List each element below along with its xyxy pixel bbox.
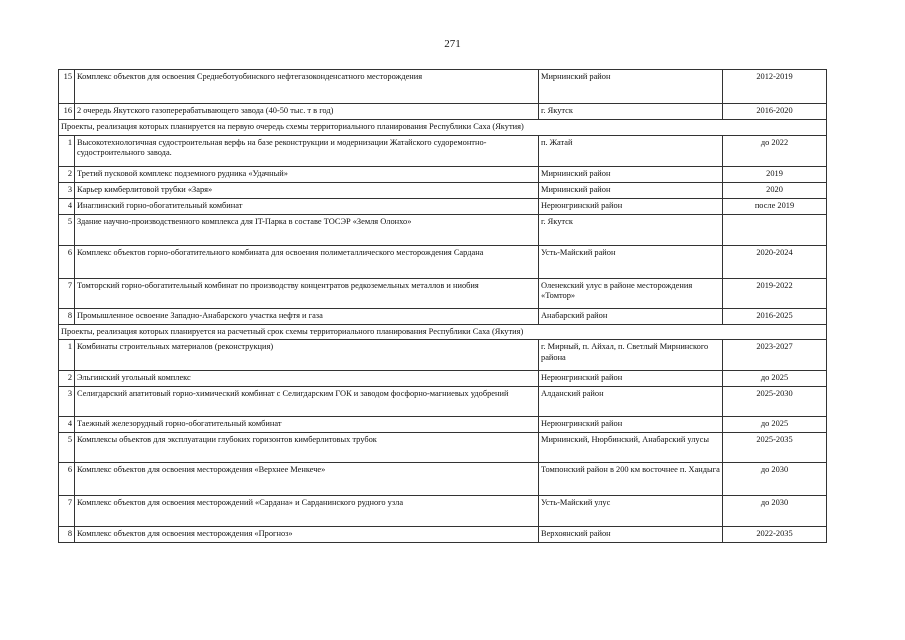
table-row	[59, 214, 827, 245]
project-location: Нерюнгринский район	[539, 371, 723, 387]
row-number: 6	[59, 463, 75, 496]
project-period: после 2019	[723, 198, 827, 214]
table-row	[59, 463, 827, 496]
project-name: Комплекс объектов для освоения месторождения «Верхнее Менкече»	[75, 463, 539, 496]
project-location: Анабарский район	[539, 308, 723, 324]
table-row	[59, 245, 827, 278]
table-row	[59, 198, 827, 214]
table-row	[59, 387, 827, 417]
project-location: г. Якутск	[539, 104, 723, 120]
section-header-row	[59, 120, 827, 136]
project-location: Усть-Майский улус	[539, 496, 723, 527]
table-row	[59, 308, 827, 324]
row-number: 2	[59, 371, 75, 387]
project-location: Мирнинский район	[539, 182, 723, 198]
project-location: г. Мирный, п. Айхал, п. Светлый Мирнинского района	[539, 340, 723, 371]
project-location: Томпонский район в 200 км восточнее п. Хандыга	[539, 463, 723, 496]
table-row	[59, 166, 827, 182]
project-period: до 2022	[723, 135, 827, 166]
projects-table-body	[59, 70, 827, 543]
project-period: 2012-2019	[723, 70, 827, 104]
section-header-text: Проекты, реализация которых планируется на расчетный срок схемы территориального планирования Республики Саха (Якутия)	[59, 324, 827, 340]
section-header-text: Проекты, реализация которых планируется на первую очередь схемы территориального планирования Республики Саха (Якутия)	[59, 120, 827, 136]
project-period: 2016-2020	[723, 104, 827, 120]
project-period: 2023-2027	[723, 340, 827, 371]
row-number: 8	[59, 308, 75, 324]
project-name: Инаглинский горно-обогатительный комбинат	[75, 198, 539, 214]
row-number: 8	[59, 527, 75, 543]
project-name: Эльгинский угольный комплекс	[75, 371, 539, 387]
row-number: 15	[59, 70, 75, 104]
project-name: Комплекс объектов для освоения Среднеботуобинского нефтегазоконденсатного месторождения	[75, 70, 539, 104]
project-name: Карьер кимберлитовой трубки «Заря»	[75, 182, 539, 198]
project-name: Комплексы объектов для эксплуатации глубоких горизонтов кимберлитовых трубок	[75, 433, 539, 463]
project-location: Нерюнгринский район	[539, 417, 723, 433]
project-name: Томторский горно-обогатительный комбинат по производству концентратов редкоземельных металлов и ниобия	[75, 278, 539, 308]
project-period: до 2030	[723, 463, 827, 496]
project-period: 2025-2035	[723, 433, 827, 463]
project-location: Оленекский улус в районе месторождения «Томтор»	[539, 278, 723, 308]
row-number: 4	[59, 417, 75, 433]
row-number: 4	[59, 198, 75, 214]
row-number: 5	[59, 433, 75, 463]
table-row	[59, 104, 827, 120]
project-location: Верхоянский район	[539, 527, 723, 543]
project-name: Таежный железорудный горно-обогатительный комбинат	[75, 417, 539, 433]
project-name: Здание научно-производственного комплекса для IT-Парка в составе ТОСЭР «Земля Олонхо»	[75, 214, 539, 245]
project-name: Промышленное освоение Западно-Анабарского участка нефтя и газа	[75, 308, 539, 324]
projects-table	[58, 69, 827, 543]
project-location: г. Якутск	[539, 214, 723, 245]
section-header-row	[59, 324, 827, 340]
project-period: 2016-2025	[723, 308, 827, 324]
table-row	[59, 70, 827, 104]
row-number: 7	[59, 496, 75, 527]
project-location: п. Жатай	[539, 135, 723, 166]
row-number: 7	[59, 278, 75, 308]
project-name: Селигдарский апатитовый горно-химический комбинат с Селигдарским ГОК и заводом фосфорно-магниевых удобрений	[75, 387, 539, 417]
row-number: 1	[59, 340, 75, 371]
project-name: Комплекс объектов для освоения месторождений «Сардана» и Сарданинского рудного узла	[75, 496, 539, 527]
table-row	[59, 417, 827, 433]
row-number: 1	[59, 135, 75, 166]
page-number: 271	[444, 38, 461, 50]
row-number: 3	[59, 182, 75, 198]
project-name: Высокотехнологичная судостроительная верфь на базе реконструкции и модернизации Жатайского судоремонтно-судостроительного завода.	[75, 135, 539, 166]
project-period: 2022-2035	[723, 527, 827, 543]
project-period	[723, 214, 827, 245]
row-number: 6	[59, 245, 75, 278]
project-location: Усть-Майский район	[539, 245, 723, 278]
table-row	[59, 182, 827, 198]
table-row	[59, 433, 827, 463]
row-number: 5	[59, 214, 75, 245]
table-row	[59, 527, 827, 543]
project-name: 2 очередь Якутского газоперерабатывающего завода (40-50 тыс. т в год)	[75, 104, 539, 120]
project-location: Мирнинский район	[539, 70, 723, 104]
project-location: Мирнинский, Нюрбинский, Анабарский улусы	[539, 433, 723, 463]
project-period: до 2025	[723, 371, 827, 387]
row-number: 2	[59, 166, 75, 182]
project-period: 2025-2030	[723, 387, 827, 417]
project-location: Алданский район	[539, 387, 723, 417]
row-number: 3	[59, 387, 75, 417]
project-period: до 2030	[723, 496, 827, 527]
table-row	[59, 496, 827, 527]
project-location: Мирнинский район	[539, 166, 723, 182]
project-name: Комплекс объектов горно-обогатительного комбината для освоения полиметаллического месторождения Сардана	[75, 245, 539, 278]
table-row	[59, 278, 827, 308]
table-row	[59, 340, 827, 371]
row-number: 16	[59, 104, 75, 120]
table-row	[59, 135, 827, 166]
project-name: Комплекс объектов для освоения месторождения «Прогноз»	[75, 527, 539, 543]
project-period: 2019	[723, 166, 827, 182]
project-name: Третий пусковой комплекс подземного рудника «Удачный»	[75, 166, 539, 182]
project-period: 2019-2022	[723, 278, 827, 308]
project-name: Комбинаты строительных материалов (реконструкция)	[75, 340, 539, 371]
project-period: до 2025	[723, 417, 827, 433]
project-location: Нерюнгринский район	[539, 198, 723, 214]
project-period: 2020-2024	[723, 245, 827, 278]
project-period: 2020	[723, 182, 827, 198]
table-row	[59, 371, 827, 387]
